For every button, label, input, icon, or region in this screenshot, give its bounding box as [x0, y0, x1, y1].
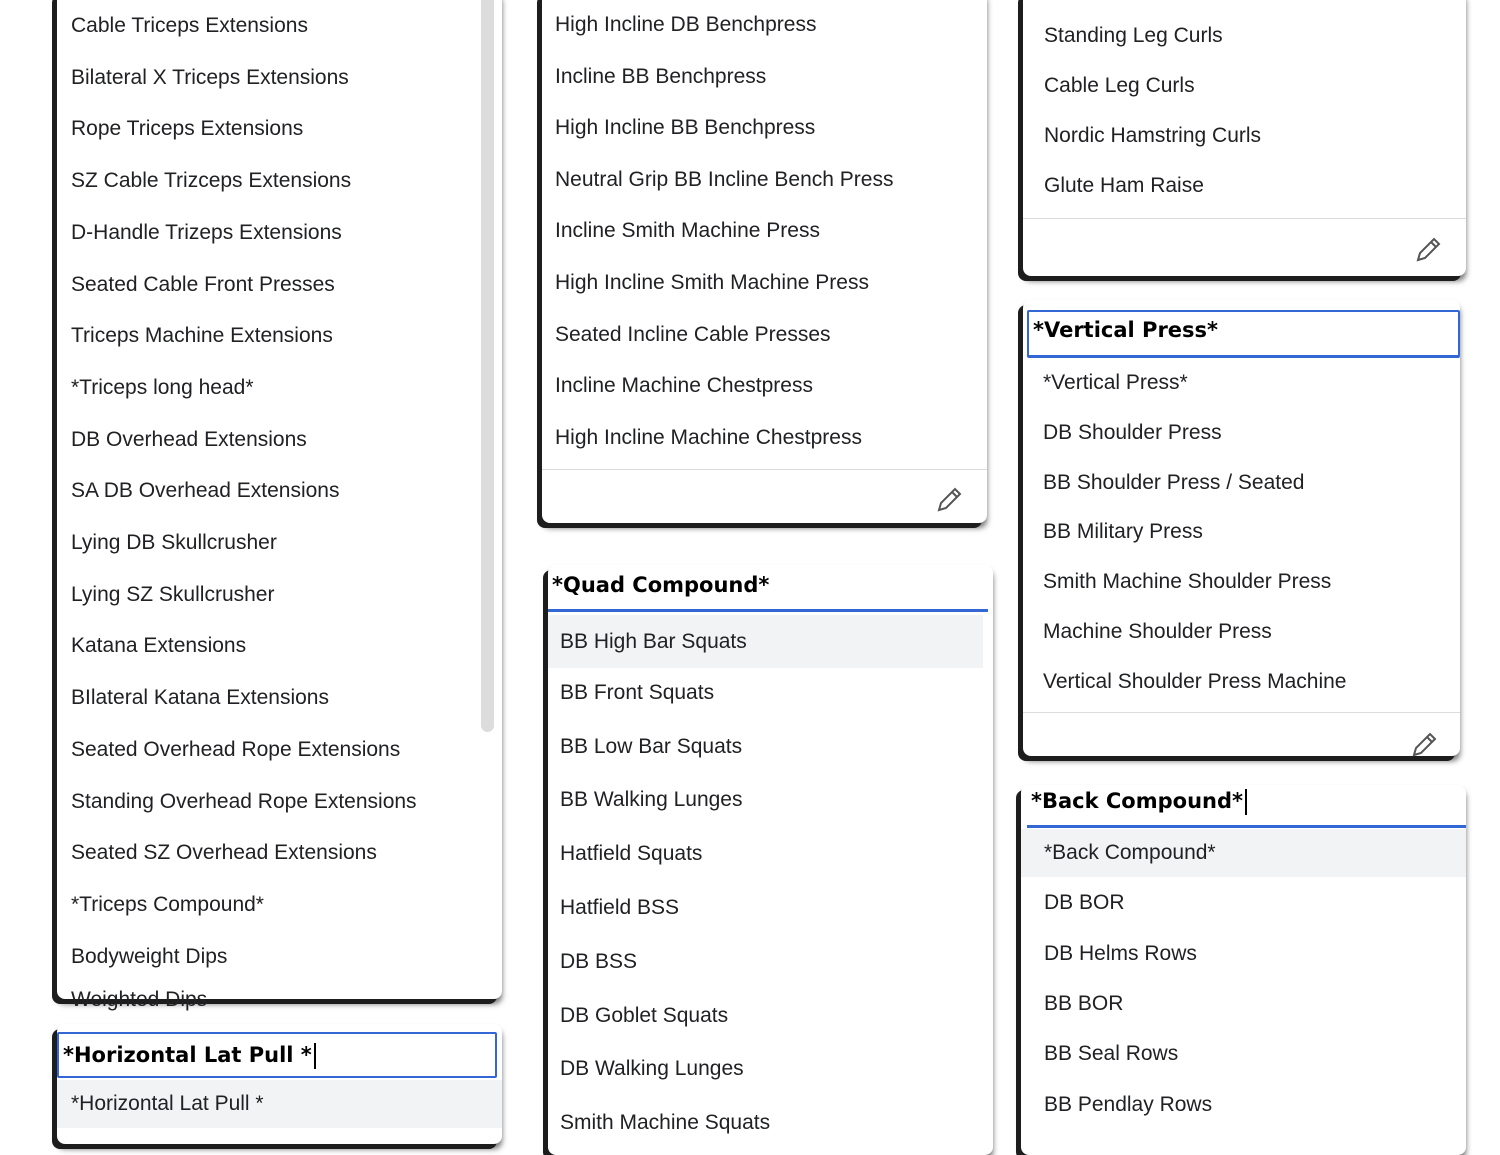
- list-item[interactable]: BB Military Press: [1043, 520, 1203, 544]
- vertical-press-dropdown: [1023, 300, 1460, 756]
- header-value: *Back Compound*: [1031, 789, 1243, 813]
- pencil-icon[interactable]: [1409, 730, 1439, 760]
- list-item[interactable]: Hatfield BSS: [560, 896, 680, 919]
- list-item[interactable]: SA DB Overhead Extensions: [71, 479, 340, 503]
- list-item[interactable]: High Incline BB Benchpress: [555, 116, 816, 140]
- list-item[interactable]: BB Shoulder Press / Seated: [1043, 470, 1305, 494]
- list-item[interactable]: Hatfield Squats: [560, 842, 703, 866]
- list-item[interactable]: Seated SZ Overhead Extensions: [71, 841, 377, 865]
- list-item[interactable]: BB Pendlay Rows: [1044, 1092, 1213, 1116]
- list-item[interactable]: Vertical Shoulder Press Machine: [1043, 669, 1347, 693]
- list-item[interactable]: BB Walking Lunges: [560, 788, 743, 812]
- divider: [542, 469, 987, 470]
- list-item[interactable]: High Incline DB Benchpress: [555, 13, 817, 36]
- list-item[interactable]: Bodyweight Dips: [71, 944, 228, 968]
- list-item[interactable]: *Horizontal Lat Pull *: [57, 1080, 502, 1128]
- header-value: *Vertical Press*: [1033, 318, 1219, 342]
- list-item[interactable]: DB Helms Rows: [1044, 941, 1197, 965]
- vertical-press-input[interactable]: [1027, 310, 1460, 358]
- list-item[interactable]: SZ Cable Trizceps Extensions: [71, 169, 352, 193]
- list-item[interactable]: *Back Compound*: [1021, 829, 1466, 877]
- list-item[interactable]: Cable Triceps Extensions: [71, 14, 308, 37]
- list-item-cut[interactable]: Weighted Dips: [71, 988, 208, 1011]
- list-item[interactable]: DB Shoulder Press: [1043, 420, 1222, 444]
- list-item[interactable]: DB Walking Lunges: [560, 1057, 744, 1081]
- list-item[interactable]: BB Front Squats: [560, 680, 715, 704]
- list-item[interactable]: Seated Overhead Rope Extensions: [71, 737, 401, 761]
- horizontal-lat-pull-input[interactable]: [57, 1032, 497, 1078]
- pencil-icon[interactable]: [1413, 235, 1443, 265]
- list-item[interactable]: Lying SZ Skullcrusher: [71, 582, 275, 606]
- horizontal-lat-pull-dropdown: [57, 1024, 502, 1144]
- list-item[interactable]: Cable Leg Curls: [1044, 74, 1195, 97]
- list-item[interactable]: BB BOR: [1044, 991, 1124, 1015]
- incline-press-dropdown: [542, 0, 987, 523]
- list-item[interactable]: Seated Cable Front Presses: [71, 272, 335, 296]
- list-item[interactable]: High Incline Smith Machine Press: [555, 271, 869, 294]
- list-item[interactable]: Standing Leg Curls: [1044, 24, 1223, 47]
- quad-compound-dropdown: [548, 565, 993, 1155]
- list-item[interactable]: BB Low Bar Squats: [560, 734, 743, 758]
- list-item[interactable]: Bilateral X Triceps Extensions: [71, 65, 349, 89]
- quad-compound-input[interactable]: [548, 567, 988, 607]
- list-item[interactable]: Glute Ham Raise: [1044, 174, 1204, 197]
- header-value: *Horizontal Lat Pull *: [63, 1043, 312, 1067]
- list-item[interactable]: BB Seal Rows: [1044, 1042, 1179, 1066]
- input-underline: [548, 609, 988, 612]
- list-item[interactable]: Katana Extensions: [71, 634, 247, 658]
- list-item[interactable]: *Triceps Compound*: [71, 892, 264, 916]
- list-item[interactable]: Incline BB Benchpress: [555, 64, 767, 88]
- list-item[interactable]: *Triceps long head*: [71, 375, 254, 399]
- list-item[interactable]: DB Overhead Extensions: [71, 427, 307, 451]
- list-item[interactable]: Neutral Grip BB Incline Bench Press: [555, 167, 894, 191]
- list-item[interactable]: DB BSS: [560, 949, 638, 973]
- list-item[interactable]: Rope Triceps Extensions: [71, 117, 304, 141]
- divider: [1023, 712, 1460, 713]
- list-item[interactable]: Smith Machine Shoulder Press: [1043, 570, 1332, 594]
- header-value: *Quad Compound*: [552, 573, 770, 597]
- list-item[interactable]: Lying DB Skullcrusher: [71, 531, 277, 554]
- list-item[interactable]: DB BOR: [1044, 891, 1125, 915]
- list-item[interactable]: High Incline Machine Chestpress: [555, 425, 862, 449]
- list-item[interactable]: Machine Shoulder Press: [1043, 620, 1272, 643]
- list-item[interactable]: BIlateral Katana Extensions: [71, 686, 329, 710]
- pencil-icon[interactable]: [934, 485, 964, 515]
- list-item[interactable]: Incline Smith Machine Press: [555, 219, 820, 243]
- list-item[interactable]: Standing Overhead Rope Extensions: [71, 789, 417, 813]
- text-cursor: [1245, 789, 1247, 815]
- list-item[interactable]: Incline Machine Chestpress: [555, 374, 813, 398]
- text-cursor: [314, 1043, 316, 1069]
- input-underline: [1027, 825, 1466, 828]
- scrollbar[interactable]: [481, 0, 494, 732]
- list-item[interactable]: Smith Machine Squats: [560, 1111, 771, 1135]
- list-item[interactable]: Seated Incline Cable Presses: [555, 322, 831, 346]
- back-compound-input[interactable]: [1027, 785, 1466, 821]
- back-compound-dropdown: [1021, 785, 1466, 1155]
- divider: [1023, 218, 1466, 219]
- list-item[interactable]: Nordic Hamstring Curls: [1044, 124, 1262, 147]
- list-item[interactable]: BB High Bar Squats: [548, 615, 983, 668]
- leg-curls-dropdown: [1023, 0, 1466, 276]
- list-item[interactable]: *Vertical Press*: [1043, 371, 1188, 394]
- list-item[interactable]: DB Goblet Squats: [560, 1003, 729, 1027]
- list-item[interactable]: D-Handle Trizeps Extensions: [71, 220, 342, 244]
- list-item[interactable]: Triceps Machine Extensions: [71, 324, 333, 348]
- triceps-exercise-dropdown: [57, 0, 502, 1011]
